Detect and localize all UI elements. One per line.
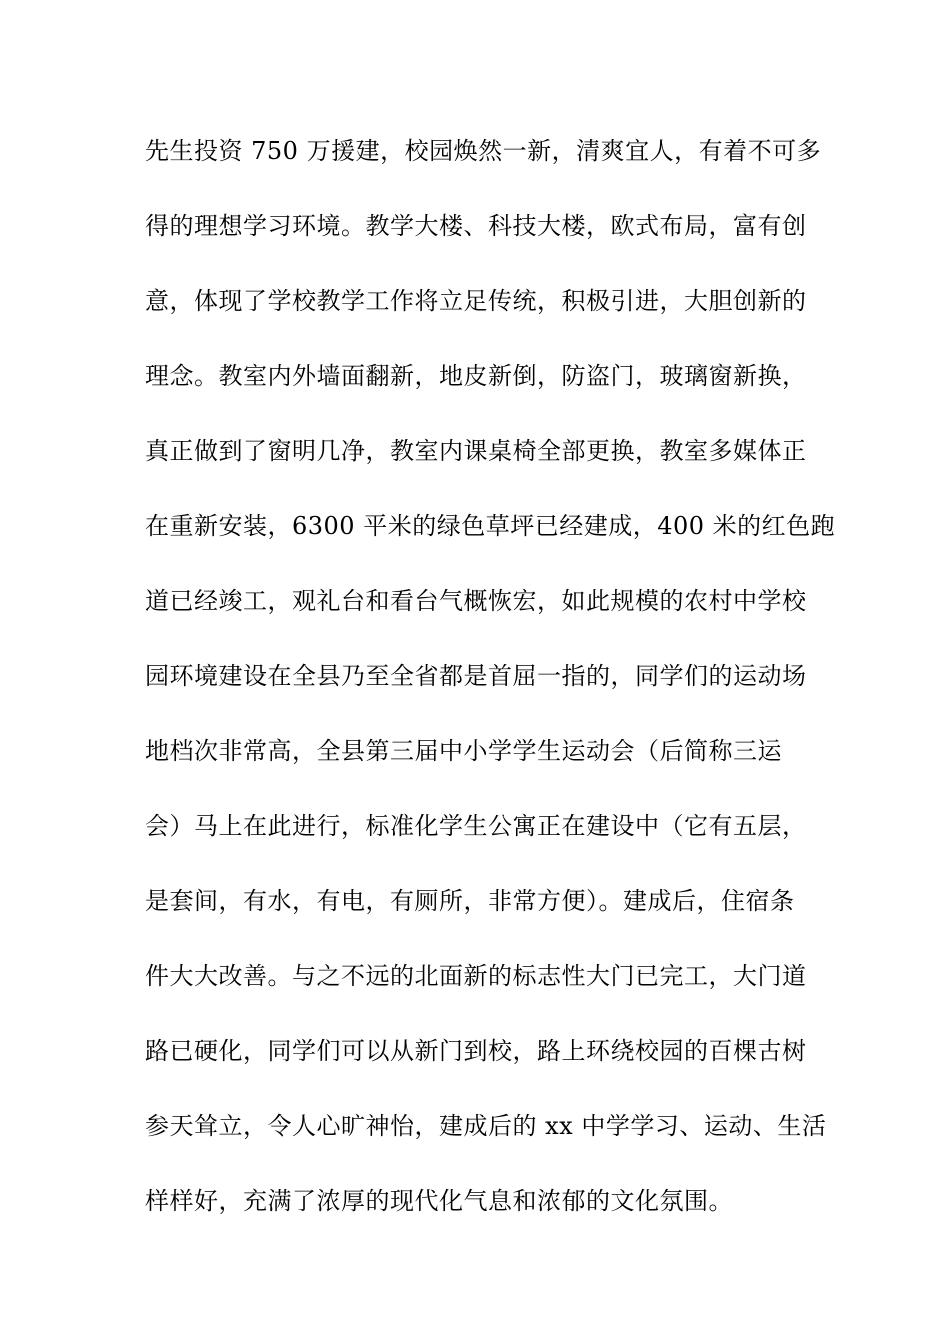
text-line: 路已硬化，同学们可以从新门到校，路上环绕校园的百棵古树 [145,1037,807,1065]
text-line: 园环境建设在全县乃至全省都是首屈一指的，同学们的运动场 [145,662,807,690]
text-line: 在重新安装，6300 平米的绿色草坪已经建成，400 米的红色跑 [145,512,836,540]
text-line: 道已经竣工，观礼台和看台气概恢宏，如此规模的农村中学校 [145,587,807,615]
text-line: 意，体现了学校教学工作将立足传统，积极引进，大胆创新的 [145,287,807,315]
body-paragraph [145,133,836,1258]
text-line: 得的理想学习环境。教学大楼、科技大楼，欧式布局，富有创 [145,212,807,240]
text-line: 地档次非常高，全县第三届中小学学生运动会（后简称三运 [145,737,782,765]
text-line: 先生投资 750 万援建，校园焕然一新，清爽宜人，有着不可多 [145,137,822,165]
text-line: 真正做到了窗明几净，教室内课桌椅全部更换，教室多媒体正 [145,437,807,465]
text-line: 理念。教室内外墙面翻新，地皮新倒，防盗门，玻璃窗新换， [145,362,807,390]
text-line: 参天耸立，令人心旷神怡，建成后的 xx 中学学习、运动、生活 [145,1112,827,1140]
text-line: 件大大改善。与之不远的北面新的标志性大门已完工，大门道 [145,962,807,990]
text-line: 样样好，充满了浓厚的现代化气息和浓郁的文化氛围。 [145,1187,733,1215]
text-line: 会）马上在此进行，标准化学生公寓正在建设中（它有五层， [145,812,807,840]
text-line: 是套间，有水，有电，有厕所，非常方便）。建成后，住宿条 [145,887,795,915]
